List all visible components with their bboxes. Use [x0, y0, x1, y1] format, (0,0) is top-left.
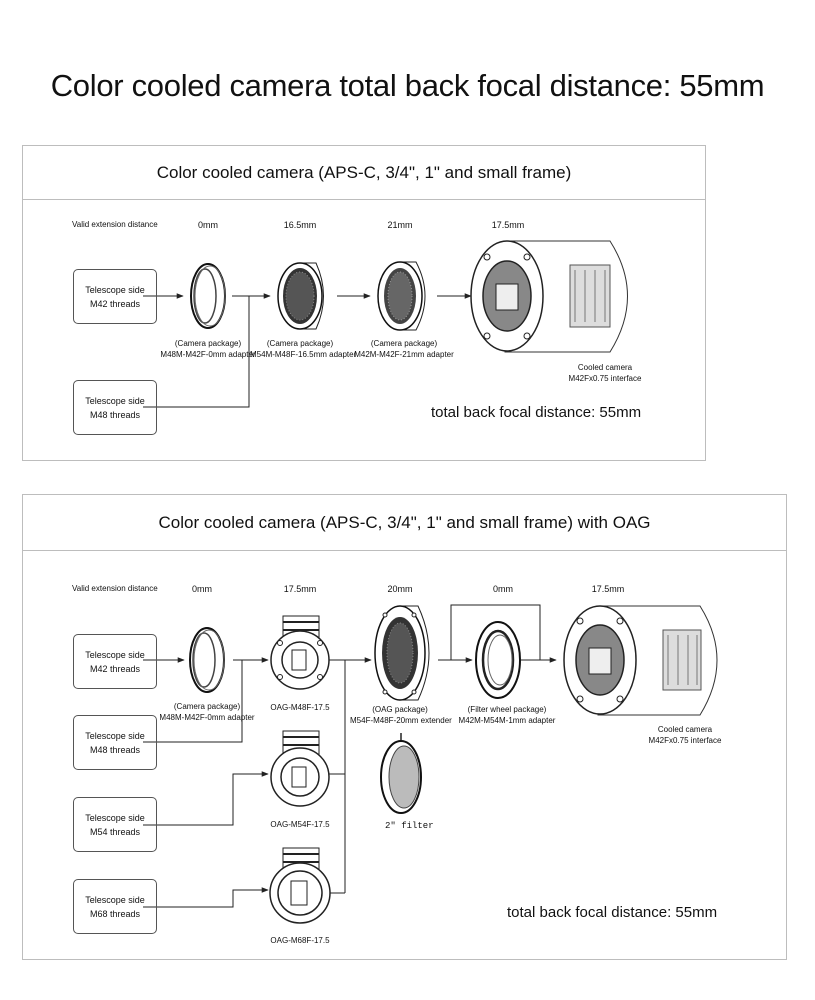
- distance-label: 16.5mm: [283, 220, 317, 230]
- valid-extension-label: Valid extension distance: [72, 220, 158, 229]
- extender-caption: (OAG package) M54F-M48F-20mm extender: [350, 705, 452, 725]
- extender-20mm-icon: [375, 606, 429, 700]
- page-title: Color cooled camera total back focal distance: 55mm: [50, 68, 765, 103]
- distance-label: 0mm: [192, 584, 212, 594]
- part-caption: (Camera package) M42M-M42F-21mm adapter: [354, 339, 454, 359]
- telescope-input-m48: Telescope side M48 threads: [73, 715, 157, 770]
- telescope-input-m42: Telescope side M42 threads: [73, 269, 157, 324]
- telescope-input-m54: Telescope side M54 threads: [73, 797, 157, 852]
- panel-title: Color cooled camera (APS-C, 3/4", 1" and small frame): [23, 146, 705, 200]
- oag-m68-icon: [270, 848, 330, 923]
- telescope-input-m48: Telescope side M48 threads: [73, 380, 157, 435]
- distance-label: 17.5mm: [491, 220, 525, 230]
- oag-m48-icon: [271, 616, 329, 689]
- telescope-input-m68: Telescope side M68 threads: [73, 879, 157, 934]
- fw-adapter-1mm-icon: [476, 622, 520, 698]
- adapter-ring-0mm-icon: [190, 628, 224, 692]
- distance-label: 21mm: [387, 220, 413, 230]
- valid-extension-label: Valid extension distance: [72, 584, 158, 593]
- camera-caption: Cooled camera M42Fx0.75 interface: [568, 363, 642, 383]
- total-distance-label: total back focal distance: 55mm: [431, 404, 642, 421]
- distance-label: 0mm: [493, 584, 513, 594]
- oag-m54-icon: [271, 731, 329, 806]
- cooled-camera-icon: [564, 606, 717, 715]
- part-caption: (Camera package) M48M-M42F-0mm adapter: [160, 339, 256, 359]
- distance-label: 17.5mm: [283, 584, 317, 594]
- part-caption: (Camera package) M54M-M48F-16.5mm adapter: [250, 339, 357, 359]
- oag-caption: OAG-M54F-17.5: [270, 820, 330, 829]
- distance-label: 17.5mm: [591, 584, 625, 594]
- distance-label: 0mm: [198, 220, 218, 230]
- panel-title: Color cooled camera (APS-C, 3/4", 1" and small frame) with OAG: [23, 495, 786, 551]
- camera-caption: Cooled camera M42Fx0.75 interface: [648, 725, 722, 745]
- fw-adapter-caption: (Filter wheel package) M42M-M54M-1mm adapter: [458, 705, 556, 725]
- total-distance-label: total back focal distance: 55mm: [507, 904, 718, 921]
- oag-caption: OAG-M48F-17.5: [270, 703, 330, 712]
- telescope-input-m42: Telescope side M42 threads: [73, 634, 157, 689]
- filter-caption: 2" filter: [385, 821, 434, 831]
- part-caption: (Camera package) M48M-M42F-0mm adapter: [159, 702, 255, 722]
- distance-label: 20mm: [387, 584, 413, 594]
- filter-2inch-icon: [381, 741, 421, 813]
- oag-caption: OAG-M68F-17.5: [270, 936, 330, 945]
